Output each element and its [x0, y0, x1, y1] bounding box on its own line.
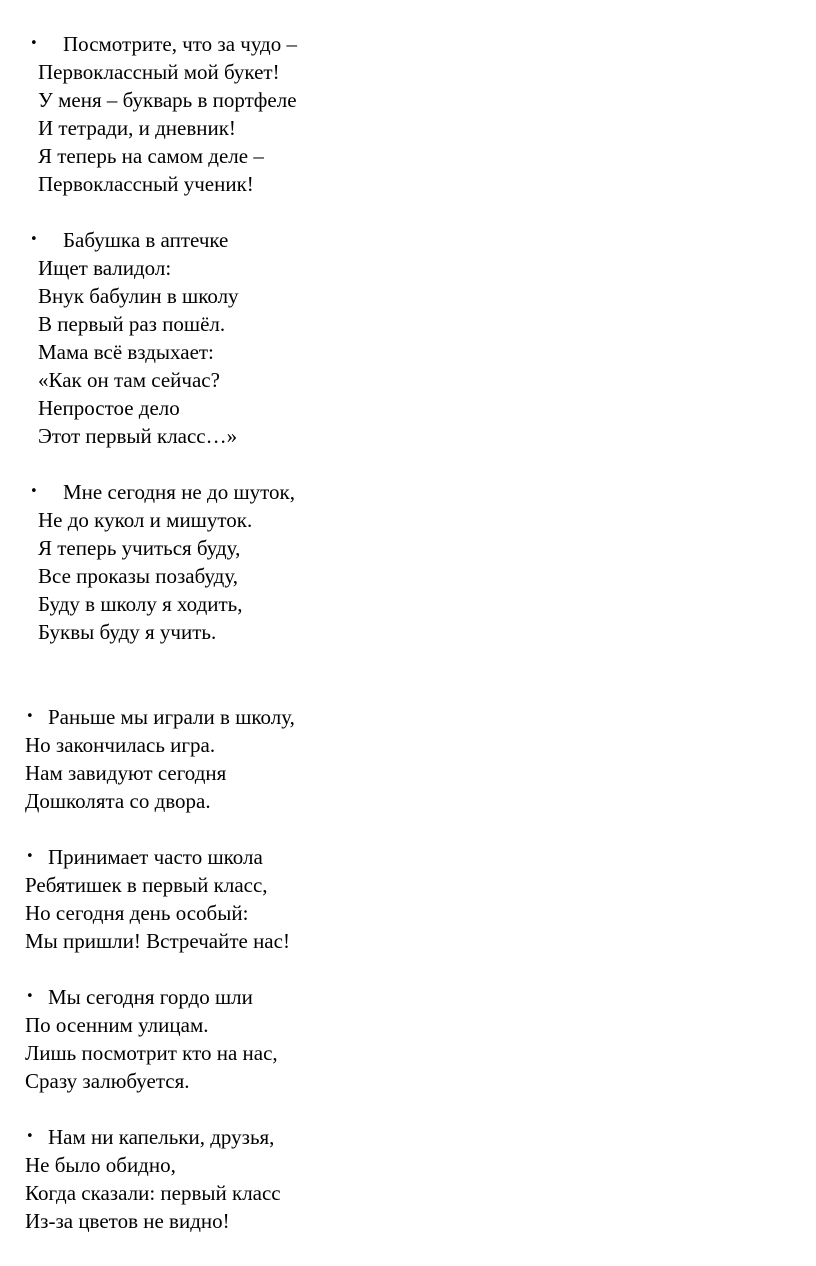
poem-line: Лишь посмотрит кто на нас, [25, 1041, 278, 1065]
poem-line: Дошколята со двора. [25, 789, 211, 813]
poem-line: У меня – букварь в портфеле [38, 88, 297, 112]
poem-line: Мне сегодня не до шуток, [63, 480, 295, 504]
poem-line: Внук бабулин в школу [38, 284, 239, 308]
poem-line: Бабушка в аптечке [63, 228, 229, 252]
poem-line: Не до кукол и мишуток. [38, 508, 253, 532]
poem-line: Первоклассный мой букет! [38, 60, 280, 84]
poem-line: Нам ни капельки, друзья, [48, 1125, 275, 1149]
poem-line: Из-за цветов не видно! [25, 1209, 230, 1233]
poem-line: И тетради, и дневник! [38, 116, 236, 140]
poem-line: Я теперь на самом деле – [38, 144, 264, 168]
poem-line: В первый раз пошёл. [38, 312, 226, 336]
poem-line: Раньше мы играли в школу, [48, 705, 295, 729]
bullet-icon: • [26, 709, 34, 724]
poem-line: Первоклассный ученик! [38, 172, 254, 196]
poem-line: Буквы буду я учить. [38, 620, 217, 644]
bullet-icon: • [30, 484, 38, 499]
poem-line: Ищет валидол: [38, 256, 172, 280]
poem-line: Ребятишек в первый класс, [25, 873, 268, 897]
poem-line: Мы сегодня гордо шли [48, 985, 253, 1009]
poem-line: Нам завидуют сегодня [25, 761, 227, 785]
poem-line: Но закончилась игра. [25, 733, 216, 757]
poem-line: Мы пришли! Встречайте нас! [25, 929, 290, 953]
poem-line: Когда сказали: первый класс [25, 1181, 281, 1205]
poem-line: Сразу залюбуется. [25, 1069, 190, 1093]
bullet-icon: • [30, 232, 38, 247]
bullet-icon: • [26, 1129, 34, 1144]
poem-line: По осенним улицам. [25, 1013, 209, 1037]
poem-line: Я теперь учиться буду, [38, 536, 241, 560]
poem-line: Непростое дело [38, 396, 180, 420]
poem-line: Все проказы позабуду, [38, 564, 239, 588]
bullet-icon: • [26, 849, 34, 864]
bullet-icon: • [26, 989, 34, 1004]
poem-line: Посмотрите, что за чудо – [63, 32, 297, 56]
poem-line: Этот первый класс…» [38, 424, 238, 448]
bullet-icon: • [30, 36, 38, 51]
poem-line: Мама всё вздыхает: [38, 340, 214, 364]
poem-line: «Как он там сейчас? [38, 368, 220, 392]
poem-line: Но сегодня день особый: [25, 901, 249, 925]
poem-line: Принимает часто школа [48, 845, 263, 869]
poem-line: Буду в школу я ходить, [38, 592, 243, 616]
poem-line: Не было обидно, [25, 1153, 176, 1177]
